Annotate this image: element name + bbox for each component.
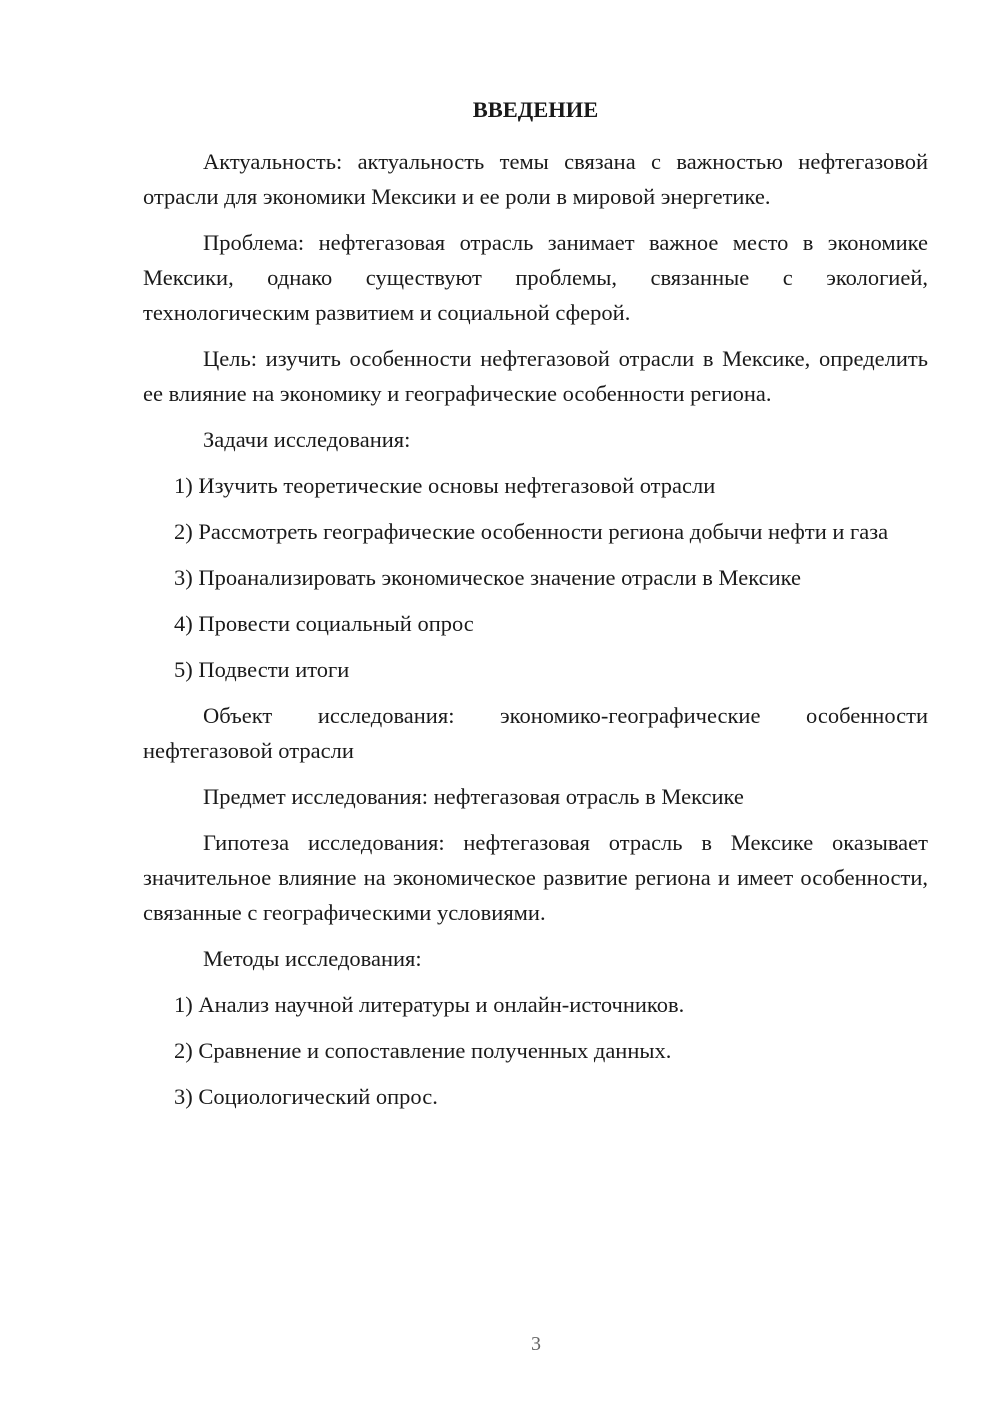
method-item: 3) Социологический опрос.	[174, 1084, 438, 1109]
method-item: 1) Анализ научной литературы и онлайн-источников.	[174, 992, 685, 1017]
page-number: 3	[531, 1333, 541, 1355]
problem-paragraph: Проблема: нефтегазовая отрасль занимает важное место в экономике Мексики, однако существуют проблемы, связанные с экологией, технологическим развитием и социальной сферой.	[143, 230, 928, 325]
subject-paragraph: Предмет исследования: нефтегазовая отрасль в Мексике	[203, 784, 744, 809]
task-item: 5) Подвести итоги	[174, 657, 350, 682]
methods-heading: Методы исследования:	[203, 946, 422, 971]
tasks-heading: Задачи исследования:	[203, 427, 411, 452]
hypothesis-paragraph: Гипотеза исследования: нефтегазовая отрасль в Мексике оказывает значительное влияние на экономическое развитие региона и имеет особенности, связанные с географическими условиями.	[143, 830, 928, 925]
page-body	[143, 92, 928, 1125]
task-item: 4) Провести социальный опрос	[174, 611, 474, 636]
task-item: 2) Рассмотреть географические особенности региона добычи нефти и газа	[174, 519, 889, 544]
object-paragraph: Объект исследования: экономико-географические особенности нефтегазовой отрасли	[143, 703, 928, 763]
task-item: 3) Проанализировать экономическое значение отрасли в Мексике	[174, 565, 801, 590]
goal-paragraph: Цель: изучить особенности нефтегазовой отрасли в Мексике, определить ее влияние на экономику и географические особенности региона.	[143, 346, 928, 406]
relevance-paragraph: Актуальность: актуальность темы связана с важностью нефтегазовой отрасли для экономики Мексики и ее роли в мировой энергетике.	[143, 149, 928, 209]
section-title: ВВЕДЕНИЕ	[472, 97, 599, 122]
method-item: 2) Сравнение и сопоставление полученных данных.	[174, 1038, 672, 1063]
task-item: 1) Изучить теоретические основы нефтегазовой отрасли	[174, 473, 716, 498]
